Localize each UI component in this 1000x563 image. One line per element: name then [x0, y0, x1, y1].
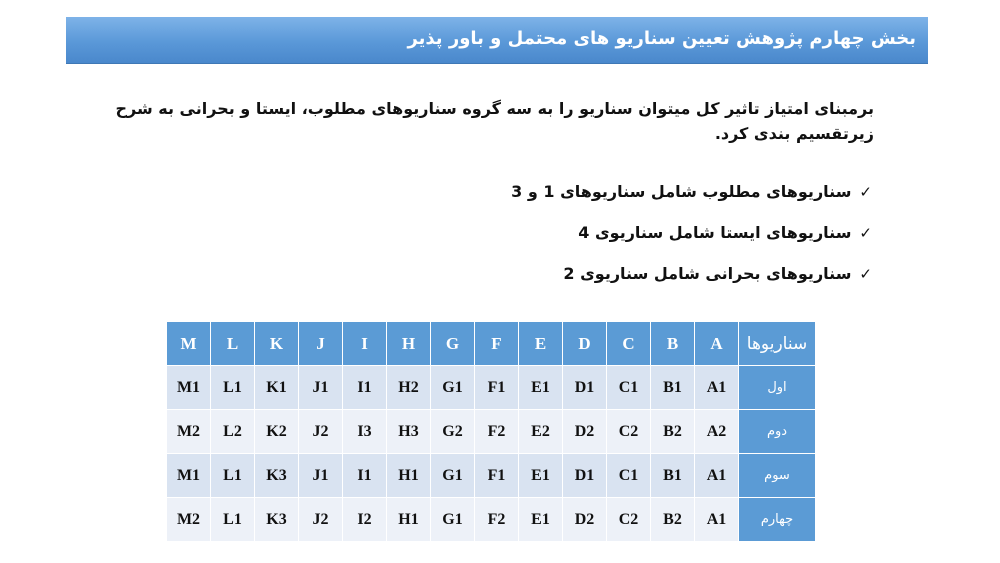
table-cell: A1 — [695, 366, 739, 410]
table-cell: L1 — [211, 366, 255, 410]
table-cell: E1 — [519, 498, 563, 542]
bullet-item — [511, 263, 872, 284]
table-cell: M2 — [167, 410, 211, 454]
table-cell: I1 — [343, 366, 387, 410]
table-cell: J2 — [299, 498, 343, 542]
column-header: F — [475, 322, 519, 366]
scenario-table — [166, 321, 816, 542]
table-cell: A1 — [695, 454, 739, 498]
table-row — [167, 366, 816, 410]
row-label: سوم — [739, 454, 816, 498]
bullet-text: سناریوهای ایستا شامل سناریوی 4 — [578, 223, 852, 242]
table-cell: C2 — [607, 410, 651, 454]
row-label: دوم — [739, 410, 816, 454]
table-row — [167, 410, 816, 454]
table-cell: I2 — [343, 498, 387, 542]
table-cell: E2 — [519, 410, 563, 454]
row-label: اول — [739, 366, 816, 410]
table-cell: L1 — [211, 454, 255, 498]
title-bar — [66, 17, 928, 64]
table-cell: H1 — [387, 454, 431, 498]
table-cell: M1 — [167, 366, 211, 410]
table-cell: G1 — [431, 498, 475, 542]
table-cell: F1 — [475, 366, 519, 410]
table-cell: F2 — [475, 498, 519, 542]
table-cell: B2 — [651, 498, 695, 542]
scenarios-header: سناریوها — [739, 322, 816, 366]
column-header: G — [431, 322, 475, 366]
table-row — [167, 498, 816, 542]
table-cell: A1 — [695, 498, 739, 542]
table-cell: H1 — [387, 498, 431, 542]
column-header: A — [695, 322, 739, 366]
table-cell: H3 — [387, 410, 431, 454]
table-cell: B1 — [651, 366, 695, 410]
table-cell: J1 — [299, 454, 343, 498]
table-cell: L2 — [211, 410, 255, 454]
table-cell: E1 — [519, 366, 563, 410]
intro-paragraph: برمبنای امتیاز تاثیر کل میتوان سناریو را به سه گروه سناریوهای مطلوب، ایستا و بحرانی به شرح زیرتقسیم بندی کرد. — [115, 99, 874, 143]
column-header: M — [167, 322, 211, 366]
column-header: D — [563, 322, 607, 366]
bullet-item — [511, 222, 872, 243]
table-cell: J1 — [299, 366, 343, 410]
bullet-text: سناریوهای بحرانی شامل سناریوی 2 — [563, 264, 852, 283]
table-cell: D2 — [563, 410, 607, 454]
column-header: C — [607, 322, 651, 366]
column-header: L — [211, 322, 255, 366]
table-cell: G2 — [431, 410, 475, 454]
table-cell: D1 — [563, 454, 607, 498]
table-row — [167, 454, 816, 498]
table-cell: E1 — [519, 454, 563, 498]
table-cell: B2 — [651, 410, 695, 454]
table-cell: D2 — [563, 498, 607, 542]
column-header: E — [519, 322, 563, 366]
table-header-row — [167, 322, 816, 366]
table-cell: K1 — [255, 366, 299, 410]
table-cell: G1 — [431, 454, 475, 498]
table-cell: M1 — [167, 454, 211, 498]
table-cell: G1 — [431, 366, 475, 410]
table-cell: I3 — [343, 410, 387, 454]
table-cell: K3 — [255, 454, 299, 498]
table-cell: K2 — [255, 410, 299, 454]
table-cell: H2 — [387, 366, 431, 410]
column-header: H — [387, 322, 431, 366]
bullet-item — [511, 181, 872, 202]
table-cell: A2 — [695, 410, 739, 454]
table-cell: F1 — [475, 454, 519, 498]
check-icon: ✓ — [859, 223, 872, 242]
table-cell: F2 — [475, 410, 519, 454]
table-cell: L1 — [211, 498, 255, 542]
column-header: K — [255, 322, 299, 366]
table-cell: C2 — [607, 498, 651, 542]
column-header: B — [651, 322, 695, 366]
table-cell: I1 — [343, 454, 387, 498]
slide-title: بخش چهارم پژوهش تعیین سناریو های محتمل و باور پذیر — [407, 28, 916, 49]
table-cell: B1 — [651, 454, 695, 498]
table-cell: D1 — [563, 366, 607, 410]
check-icon: ✓ — [859, 182, 872, 201]
check-icon: ✓ — [859, 264, 872, 283]
bullet-text: سناریوهای مطلوب شامل سناریوهای 1 و 3 — [511, 182, 852, 201]
table-cell: C1 — [607, 366, 651, 410]
table-cell: C1 — [607, 454, 651, 498]
column-header: J — [299, 322, 343, 366]
table-cell: M2 — [167, 498, 211, 542]
table-cell: J2 — [299, 410, 343, 454]
bullet-list — [511, 181, 872, 304]
column-header: I — [343, 322, 387, 366]
row-label: چهارم — [739, 498, 816, 542]
table-cell: K3 — [255, 498, 299, 542]
